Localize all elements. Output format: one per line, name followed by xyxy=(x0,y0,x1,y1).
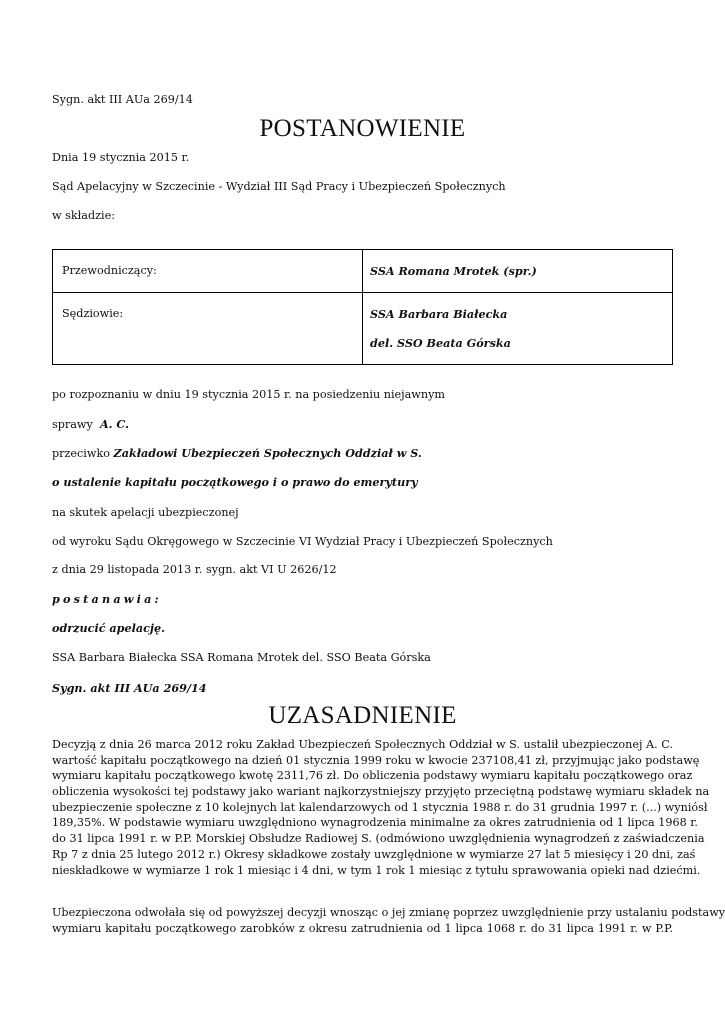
composition-label: w składzie: xyxy=(52,209,115,222)
justification-title: UZASADNIENIE xyxy=(268,702,457,729)
paragraph-line: wymiaru kapitału początkowego zarobków z okresu zatrudnienia od 1 lipca 1068 r. do 31 lipca 1991 r. w P.P. xyxy=(52,921,673,935)
defendant-name: Zakładowi Ubezpieczeń Społecznych Oddział w S. xyxy=(113,446,422,460)
defendant-line xyxy=(52,446,422,461)
paragraph-line: Decyzją z dnia 26 marca 2012 roku Zakład Ubezpieczeń Społecznych Oddział w S. ustalił ubezpieczonej A. C. xyxy=(52,738,673,751)
judges-label: Sędziowie: xyxy=(62,307,124,320)
appeal-line: na skutek apelacji ubezpieczonej xyxy=(52,506,239,519)
paragraph-line: do 31 lipca 1991 r. w P.P. Morskiej Obsłudze Radiowej S. (odmówiono uwzględnienia wynagrodzeń z zaświadczenia xyxy=(52,832,705,846)
chair-label: Przewodniczący: xyxy=(62,264,157,277)
paragraph-line: Ubezpieczona odwołała się od powyższej decyzji wnosząc o jej zmianę poprzez uwzględnienie przy ustalaniu podstawy xyxy=(52,906,725,919)
signatures-line: SSA Barbara Białecka SSA Romana Mrotek del. SSO Beata Górska xyxy=(52,651,431,664)
document-title: POSTANOWIENIE xyxy=(259,115,466,142)
justification-paragraph-2 xyxy=(52,905,725,936)
decision-date: Dnia 19 stycznia 2015 r. xyxy=(52,151,190,164)
table-column-divider xyxy=(362,250,363,364)
party-name: A. C. xyxy=(99,417,130,431)
justification-paragraph-1 xyxy=(52,737,710,878)
proceedings-line: po rozpoznaniu w dniu 19 stycznia 2015 r. na posiedzeniu niejawnym xyxy=(52,388,445,401)
paragraph-line: ubezpieczenie społeczne z 10 kolejnych lat kalendarzowych od 1 stycznia 1988 r. do 31 grudnia 1997 r. (...) wyniósł xyxy=(52,800,708,814)
paragraph-line: Rp 7 z dnia 25 lutego 2012 r.) Okresy składkowe zostały uwzględnione w wymiarze 27 lat 5 miesięcy i 20 dni, zaś xyxy=(52,847,696,861)
judge-name-2: del. SSO Beata Górska xyxy=(370,336,511,350)
paragraph-line: nieskładkowe w wymiarze 1 rok 1 miesiąc i 4 dni, w tym 1 rok 1 miesiąc z tytułu sprawowania opieki nad dziećmi. xyxy=(52,863,701,877)
chair-name: SSA Romana Mrotek (spr.) xyxy=(370,264,537,278)
judgment-date-line: z dnia 29 listopada 2013 r. sygn. akt VI U 2626/12 xyxy=(52,563,337,576)
case-prefix: sprawy xyxy=(52,418,93,431)
paragraph-line: wymiaru kapitału początkowego kwotę 2311,76 zł. Do obliczenia podstawy wymiaru kapitału początkowego oraz xyxy=(52,769,693,783)
paragraph-line: obliczenia wysokości tej podstawy jako wariant najkorzystniejszy przyjęto przeciętną podstawę wymiaru składek na xyxy=(52,785,710,799)
judge-name-1: SSA Barbara Białecka xyxy=(370,307,508,321)
judgment-line: od wyroku Sądu Okręgowego w Szczecinie VI Wydział Pracy i Ubezpieczeń Społecznych xyxy=(52,535,553,548)
case-party-line xyxy=(52,417,129,432)
paragraph-line: 189,35%. W podstawie wymiaru uwzględniono wynagrodzenia minimalne za okres zatrudnienia od 1 lipca 1968 r. xyxy=(52,816,698,830)
case-subject: o ustalenie kapitału początkowego i o prawo do emerytury xyxy=(52,475,418,489)
paragraph-line: wartość kapitału początkowego na dzień 01 stycznia 1999 roku w kwocie 237108,41 zł, przyjmując jako podstawę xyxy=(52,753,700,767)
judicial-panel-table xyxy=(52,249,673,365)
against-prefix: przeciwko xyxy=(52,447,110,460)
court-name: Sąd Apelacyjny w Szczecinie - Wydział III Sąd Pracy i Ubezpieczeń Społecznych xyxy=(52,180,506,193)
case-signature-bottom: Sygn. akt III AUa 269/14 xyxy=(52,681,207,695)
resolves-heading: postanawia: xyxy=(52,592,162,606)
case-signature-top: Sygn. akt III AUa 269/14 xyxy=(52,93,193,106)
ruling-text: odrzucić apelację. xyxy=(52,621,165,635)
